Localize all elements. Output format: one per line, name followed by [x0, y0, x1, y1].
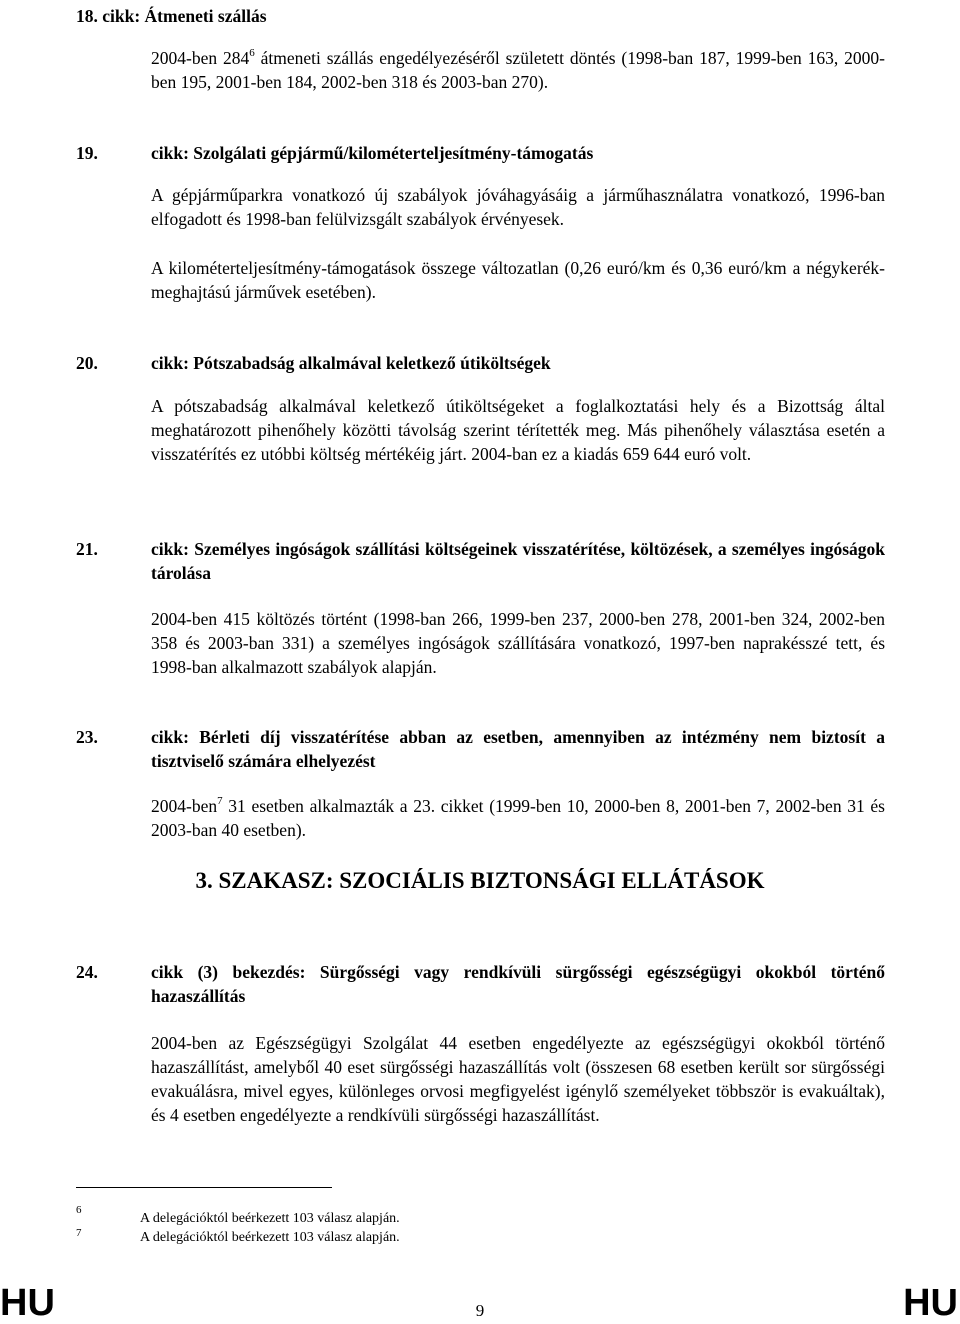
- paragraph-19-1: A gépjárműparkra vonatkozó új szabályok jóváhagyásáig a járműhasználatra vonatkozó, 1996-ban elfogadott és 1998-ban felülvizsgált szabályok érvényesek.: [151, 185, 885, 229]
- footer-language-right: HU: [903, 1282, 958, 1324]
- heading-20-num: 20.: [76, 353, 98, 373]
- heading-18-title: cikk: Átmeneti szállás: [102, 6, 267, 26]
- heading-19-title: cikk: Szolgálati gépjármű/kilométerteljesítmény-támogatás: [151, 143, 594, 163]
- footnote-7-text: A delegációktól beérkezett 103 válasz alapján.: [140, 1230, 400, 1245]
- paragraph-19-2: A kilométerteljesítmény-támogatások összege változatlan (0,26 euró/km és 0,36 euró/km a négykerék-meghajtású járművek esetében).: [151, 258, 885, 302]
- footnote-7-num: 7: [76, 1227, 82, 1239]
- paragraph-21-1: 2004-ben 415 költözés történt (1998-ban 266, 1999-ben 237, 2000-ben 278, 2001-ben 324, 2002-ben 358 és 2003-ban 331) a személyes ingóságok szállítására vonatkozó, 1997-ben naprakésszé tett, és 1998-ban alkalmazott szabályok alapján.: [151, 609, 885, 677]
- heading-23-title: cikk: Bérleti díj visszatérítése abban az esetben, amennyiben az intézmény nem biztosít a tisztviselő számára elhelyezést: [151, 727, 885, 771]
- heading-18-num: 18.: [76, 6, 98, 26]
- paragraph-23-text-b: 31 esetben alkalmazták a 23. cikket (1999-ben 10, 2000-ben 8, 2001-ben 7, 2002-ben 31 és 2003-ban 40 esetben).: [151, 796, 885, 840]
- heading-21-title: cikk: Személyes ingóságok szállítási költségeinek visszatérítése, költözések, a személyes ingóságok tárolása: [151, 539, 885, 583]
- paragraph-23-text-a: 2004-ben: [151, 796, 218, 816]
- paragraph-20-1: A pótszabadság alkalmával keletkező útiköltségeket a foglalkoztatási hely és a Bizottság által meghatározott pihenőhely közötti távolság szerint térítették meg. Más pihenőhely választása esetén a visszatérítés ez utóbbi költség mértékéig járt. 2004-ban ez a kiadás 659 644 euró volt.: [151, 396, 885, 464]
- page-number: 9: [475, 1301, 485, 1320]
- paragraph-18-text-b: átmeneti szállás engedélyezéséről született döntés (1998-ban 187, 1999-ben 163, 2000-ben 195, 2001-ben 184, 2002-ben 318 és 2003-ban 270).: [151, 48, 885, 92]
- paragraph-24-1: 2004-ben az Egészségügyi Szolgálat 44 esetben engedélyezte az egészségügyi okokból történő hazaszállítást, amelyből 40 eset sürgősségi hazaszállítás volt (összesen 68 esetben került sor sürgősségi evakuálásra, mivel egyes, különleges orvosi megfigyelést igénylő személyeket többször is evakuáltak), és 4 esetben engedélyezte a rendkívüli sürgősségi hazaszállítást.: [151, 1033, 885, 1125]
- heading-24-num: 24.: [76, 962, 98, 982]
- paragraph-18: [151, 46, 885, 94]
- paragraph-18-text-a: 2004-ben 284: [151, 48, 250, 68]
- footer-language-left: HU: [0, 1282, 55, 1324]
- footnote-6-num: 6: [76, 1204, 82, 1216]
- heading-21-num: 21.: [76, 539, 98, 559]
- paragraph-23-1: [151, 794, 885, 842]
- heading-23-num: 23.: [76, 727, 98, 747]
- heading-24-title: cikk (3) bekezdés: Sürgősségi vagy rendkívüli sürgősségi egészségügyi okokból történő hazaszállítás: [151, 962, 885, 1006]
- footnote-separator: [76, 1187, 332, 1188]
- heading-18: [76, 4, 267, 28]
- footnote-ref-7[interactable]: 7: [217, 795, 223, 808]
- heading-19-num: 19.: [76, 143, 98, 163]
- footnote-6-text: A delegációktól beérkezett 103 válasz alapján.: [140, 1211, 400, 1226]
- section-3-heading: 3. SZAKASZ: SZOCIÁLIS BIZTONSÁGI ELLÁTÁSOK: [195, 868, 765, 893]
- footnote-ref-6[interactable]: 6: [249, 47, 255, 60]
- heading-20-title: cikk: Pótszabadság alkalmával keletkező útiköltségek: [151, 353, 551, 373]
